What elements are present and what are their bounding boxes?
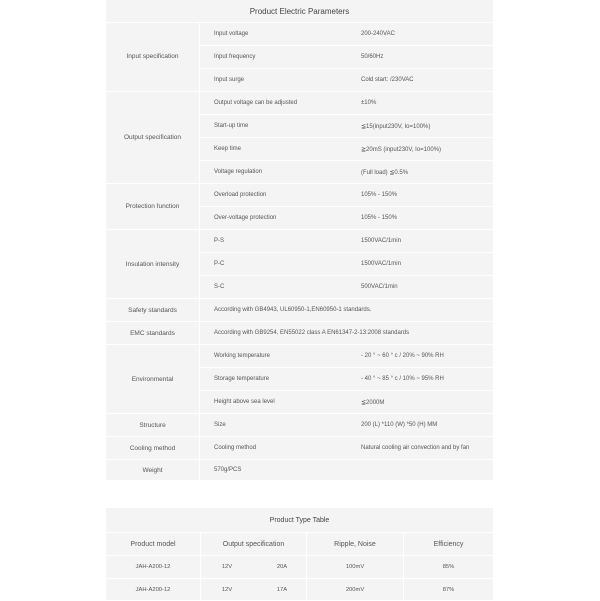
row-label-size: Size bbox=[214, 422, 226, 428]
group-cooling-method: Cooling method bbox=[129, 444, 176, 452]
group-environmental: Environmental bbox=[131, 375, 174, 383]
row-value-pc: 1500VAC/1min bbox=[361, 261, 401, 267]
row-value-working-temp: - 20 ° ~ 60 ° c / 20% ~ 90% RH bbox=[361, 353, 444, 359]
cell-ripple: 200mV bbox=[345, 587, 365, 593]
row-label-overvoltage: Over-voltage protection bbox=[214, 215, 277, 221]
cell-model: JAH-A200-12 bbox=[135, 587, 171, 593]
row-label-storage-temp: Storage temperature bbox=[214, 376, 270, 382]
row-label-input-surge: Input surge bbox=[214, 77, 245, 83]
row-value-overload: 105% - 150% bbox=[361, 192, 398, 198]
cell-ripple: 100mV bbox=[345, 564, 365, 570]
header-efficiency: Efficiency bbox=[433, 540, 464, 548]
header-output-specification: Output specification bbox=[222, 540, 285, 548]
row-label-output-adjust: Output voltage can be adjusted bbox=[214, 100, 298, 106]
row-value-output-adjust: ±10% bbox=[361, 100, 377, 106]
row-value-safety: According with GB4943, UL60950-1,EN60950-1 standards. bbox=[214, 307, 372, 313]
row-label-keep-time: Keep time bbox=[214, 146, 242, 152]
group-protection-function: Protection function bbox=[125, 203, 180, 210]
row-value-voltage-regulation: (Full load) ≦0.5% bbox=[361, 169, 409, 176]
row-value-input-surge: Cold start: /230VAC bbox=[361, 77, 414, 83]
header-ripple-noise: Ripple, Noise bbox=[334, 540, 376, 548]
cell-current: 20A bbox=[276, 564, 288, 570]
row-value-size: 200 (L) *110 (W) *50 (H) MM bbox=[361, 422, 438, 428]
row-label-pc: P-C bbox=[214, 261, 225, 267]
cell-efficiency: 85% bbox=[442, 564, 455, 570]
electric-parameters-table bbox=[106, 0, 493, 480]
row-value-storage-temp: - 40 ° ~ 85 ° c / 10% ~ 95% RH bbox=[361, 376, 444, 382]
cell-current: 17A bbox=[276, 587, 288, 593]
row-label-altitude: Height above sea level bbox=[214, 399, 275, 405]
row-label-overload: Overload protection bbox=[214, 192, 267, 198]
row-value-weight: 570g/PCS bbox=[214, 467, 242, 473]
header-product-model: Product model bbox=[130, 540, 176, 548]
row-value-emc: According with GB9254, EN55022 class A EN61347-2-13:2008 standards bbox=[214, 330, 410, 336]
type-table-title: Product Type Table bbox=[106, 508, 493, 533]
group-safety-standards: Safety standards bbox=[128, 306, 177, 314]
group-structure: Structure bbox=[139, 421, 166, 429]
group-insulation-intensity: Insulation intensity bbox=[125, 260, 180, 268]
row-label-working-temp: Working temperature bbox=[214, 353, 270, 359]
row-value-sc: 500VAC/1min bbox=[361, 284, 398, 290]
cell-voltage: 12V bbox=[221, 587, 233, 593]
row-divider bbox=[200, 252, 493, 253]
params-table-title: Product Electric Parameters bbox=[106, 0, 493, 23]
group-output-specification: Output specification bbox=[123, 134, 182, 141]
row-label-input-voltage: Input voltage bbox=[214, 31, 249, 37]
row-value-altitude: ≦2000M bbox=[361, 399, 385, 406]
row-value-cooling: Natural cooling air convection and by fan bbox=[361, 445, 470, 451]
row-value-keep-time: ≧20mS (input230V, Io=100%) bbox=[361, 146, 442, 153]
row-value-overvoltage: 105% - 150% bbox=[361, 215, 398, 221]
row-label-voltage-regulation: Voltage regulation bbox=[214, 169, 263, 175]
row-label-cooling: Cooling method bbox=[214, 445, 257, 451]
row-label-input-frequency: Input frequency bbox=[214, 54, 256, 60]
row-value-startup-time: ≦15(input230V, Io=100%) bbox=[361, 123, 431, 130]
row-divider bbox=[200, 275, 493, 276]
group-emc-standards: EMC standards bbox=[130, 329, 175, 337]
product-type-table bbox=[106, 508, 493, 600]
cell-voltage: 12V bbox=[221, 564, 233, 570]
row-value-input-frequency: 50/60Hz bbox=[361, 54, 384, 60]
row-value-ps: 1500VAC/1min bbox=[361, 238, 401, 244]
row-divider bbox=[200, 137, 493, 138]
row-label-startup-time: Start-up time bbox=[214, 123, 249, 129]
row-label-ps: P-S bbox=[214, 238, 225, 244]
cell-efficiency: 87% bbox=[442, 587, 455, 593]
row-label-sc: S-C bbox=[214, 284, 225, 290]
row-value-input-voltage: 200-240VAC bbox=[361, 31, 395, 37]
group-weight: Weight bbox=[142, 466, 163, 474]
group-input-specification: Input specification bbox=[126, 53, 179, 60]
cell-model: JAH-A200-12 bbox=[135, 564, 171, 570]
